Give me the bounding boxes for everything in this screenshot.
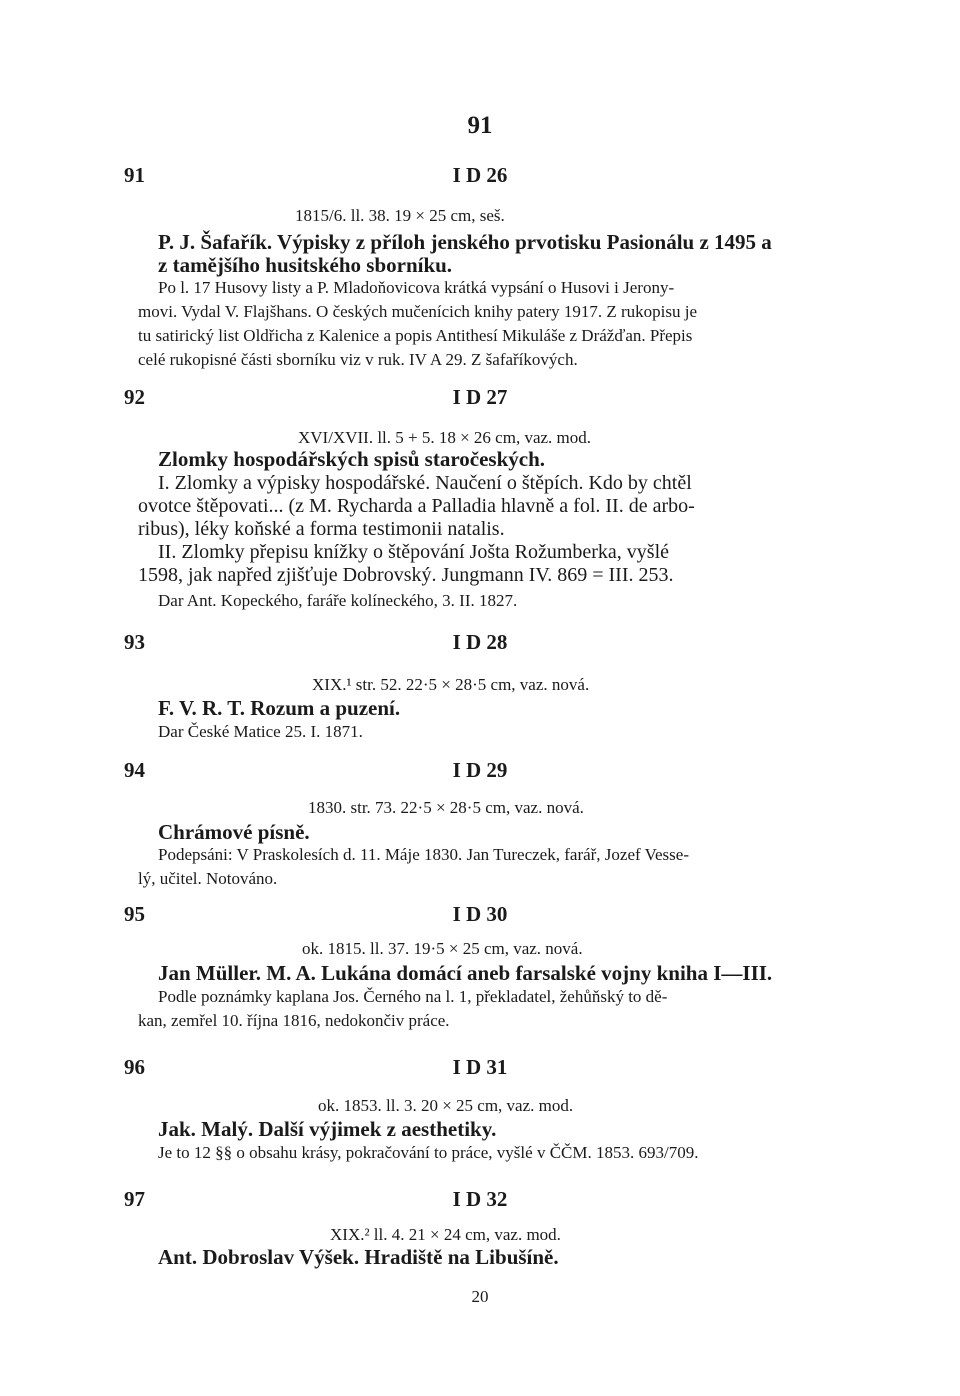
title-line: Ant. Dobroslav Výšek. Hradiště na Libušíně.: [158, 1245, 559, 1269]
title-line: Jan Müller. M. A. Lukána domácí aneb farsalské vojny kniha I—III.: [158, 961, 773, 985]
entry-title: [158, 697, 840, 720]
body-line: ribus), léky koňské a forma testimonii natalis.: [138, 518, 505, 540]
entry-body: [138, 472, 840, 587]
entry-number: 91: [124, 163, 145, 187]
title-line: z tamějšího husitského sborníku.: [158, 253, 453, 277]
entry-number: 92: [124, 385, 145, 409]
entry-meta: XIX.¹ str. 52. 22·5 × 28·5 cm, vaz. nová.: [312, 675, 590, 694]
entry-number: 97: [124, 1187, 145, 1211]
footer-page-number: 20: [471, 1287, 489, 1306]
entry-title: [158, 1246, 840, 1269]
note-line: Po l. 17 Husovy listy a P. Mladoňovicova krátká vypsání o Husovi i Jerony-: [158, 278, 675, 297]
note-line: movi. Vydal V. Flajšhans. O českých mučenícich knihy patery 1917. Z rukopisu je: [138, 302, 698, 321]
entry-signature: I D 28: [452, 630, 508, 654]
entry-note: [158, 720, 840, 744]
entry-meta: XIX.² ll. 4. 21 × 24 cm, vaz. mod.: [330, 1225, 561, 1244]
body-line: ovotce štěpovati... (z M. Rycharda a Palladia hlavně a fol. II. de arbo-: [138, 495, 695, 517]
note-line: Podle poznámky kaplana Jos. Černého na l. 1, překladatel, žehůňský to dě-: [158, 987, 668, 1006]
entry-note: [158, 1141, 840, 1165]
entry-meta: XVI/XVII. ll. 5 + 5. 18 × 26 cm, vaz. mod.: [298, 428, 592, 447]
note-line: Je to 12 §§ o obsahu krásy, pokračování to práce, vyšlé v ČČM. 1853. 693/709.: [158, 1143, 699, 1162]
note-line: lý, učitel. Notováno.: [138, 869, 278, 888]
title-line: Zlomky hospodářských spisů staročeských.: [158, 447, 546, 471]
entry-title: [158, 962, 840, 985]
entry-note: [138, 276, 840, 372]
body-line: I. Zlomky a výpisky hospodářské. Naučení o štěpích. Kdo by chtěl: [158, 472, 692, 494]
entry-signature: I D 30: [452, 902, 508, 926]
page-number: 91: [467, 112, 493, 139]
body-line: 1598, jak napřed zjišťuje Dobrovský. Jungmann IV. 869 = III. 253.: [138, 564, 674, 586]
entry-number: 94: [124, 758, 145, 782]
entry-note: [158, 589, 840, 613]
entry-number: 95: [124, 902, 145, 926]
entry-title: [158, 1118, 840, 1141]
entry-meta: 1815/6. ll. 38. 19 × 25 cm, seš.: [295, 206, 505, 225]
entry-note: [138, 985, 840, 1033]
entry-meta: ok. 1815. ll. 37. 19·5 × 25 cm, vaz. nová.: [302, 939, 583, 958]
entry-meta: 1830. str. 73. 22·5 × 28·5 cm, vaz. nová.: [308, 798, 584, 817]
note-line: celé rukopisné části sborníku viz v ruk. IV A 29. Z šafaříkových.: [138, 350, 578, 369]
title-line: F. V. R. T. Rozum a puzení.: [158, 696, 401, 720]
entry-number: 96: [124, 1055, 145, 1079]
entry-note: [138, 843, 840, 891]
entry-signature: I D 31: [452, 1055, 508, 1079]
title-line: P. J. Šafařík. Výpisky z příloh jenského prvotisku Pasionálu z 1495 a: [158, 230, 772, 254]
entry-title: [158, 821, 840, 844]
note-line: kan, zemřel 10. října 1816, nedokončiv práce.: [138, 1011, 450, 1030]
entry-title: [158, 448, 840, 471]
body-line: II. Zlomky přepisu knížky o štěpování Jošta Rožumberka, vyšlé: [158, 541, 670, 563]
title-line: Jak. Malý. Další výjimek z aesthetiky.: [158, 1117, 497, 1141]
entry-number: 93: [124, 630, 145, 654]
entry-signature: I D 32: [452, 1187, 508, 1211]
entry-signature: I D 29: [452, 758, 508, 782]
note-line: Dar České Matice 25. I. 1871.: [158, 722, 363, 741]
note-line: Podepsáni: V Praskolesích d. 11. Máje 1830. Jan Tureczek, farář, Jozef Vesse-: [158, 845, 689, 864]
note-line: tu satirický list Oldřicha z Kalenice a popis Antithesí Mikuláše z Drážďan. Přepis: [138, 326, 693, 345]
entry-title: [158, 231, 840, 277]
entry-signature: I D 26: [452, 163, 508, 187]
entry-signature: I D 27: [452, 385, 508, 409]
note-line: Dar Ant. Kopeckého, faráře kolíneckého, 3. II. 1827.: [158, 591, 518, 610]
entry-meta: ok. 1853. ll. 3. 20 × 25 cm, vaz. mod.: [318, 1096, 574, 1115]
title-line: Chrámové písně.: [158, 820, 310, 844]
